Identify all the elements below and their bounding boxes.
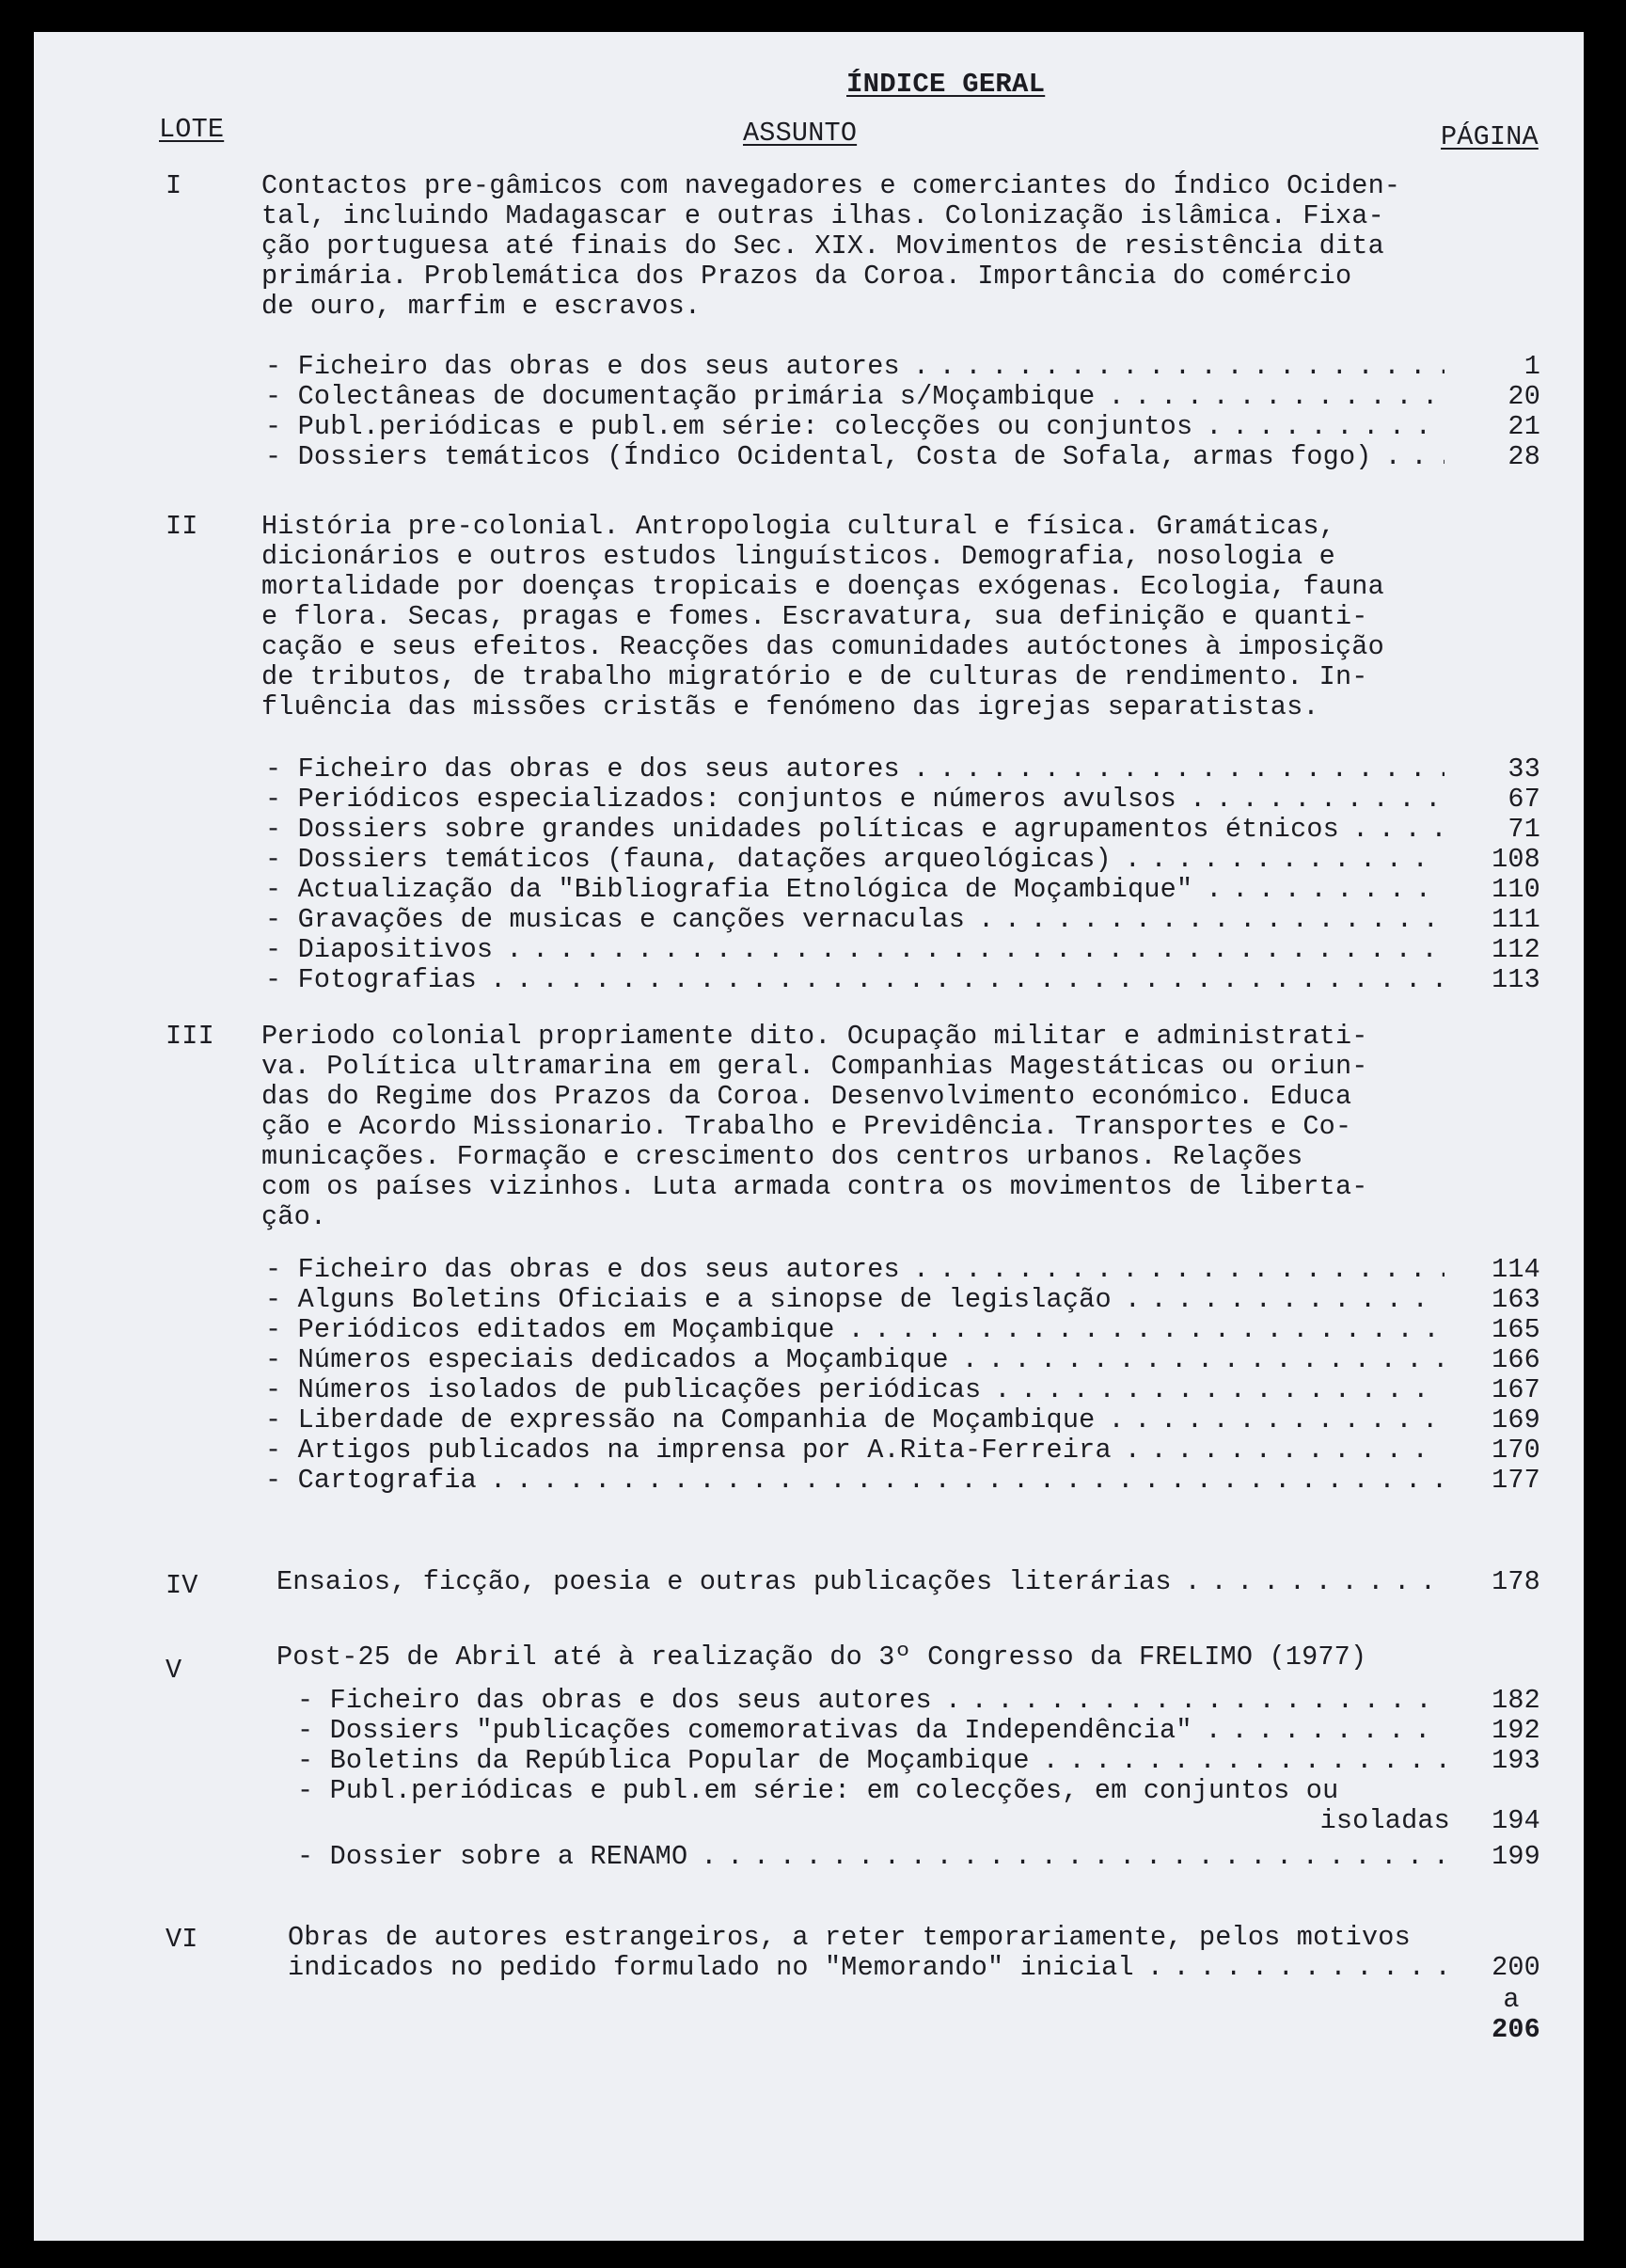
index-entry — [265, 1466, 1540, 1496]
entry-text: isoladas — [1319, 1805, 1450, 1836]
section-description: História pre-colonial. Antropologia cultural e física. Gramáticas, dicionários e outros estudos linguísticos. Demografia, nosologia e mortalidade por doenças tropicais e doenças exógenas. Ecologia, fauna e flora. Secas, pragas e fomes. Escravatura, sua definição e quanti- cação e seus efeitos. Reacções das comunidades autóctones à imposição de tributos, de trabalho migratório e de culturas de rendimento. In- fluência das missões cristãs e fenómeno das igrejas separatistas. — [261, 511, 1384, 722]
entry-text: - Dossiers temáticos (fauna, datações arqueológicas) — [265, 844, 1112, 875]
column-header-pagina: PÁGINA — [1441, 121, 1539, 152]
entry-list — [276, 1567, 1540, 1597]
entry-text: Ensaios, ficção, poesia e outras publicações literárias — [276, 1566, 1172, 1597]
entry-text: - Ficheiro das obras e dos seus autores — [265, 351, 900, 382]
entry-text: - Números isolados de publicações periódicas — [265, 1374, 982, 1405]
section-description: Periodo colonial propriamente dito. Ocupação militar e administrati- va. Política ultramarina em geral. Companhias Magestáticas ou oriun- das do Regime dos Prazos da Coroa. Desenvolvimento económico. Educa ção e Acordo Missionario. Trabalho e Previdência. Transportes e Co- municações. Formação e crescimento dos centros urbanos. Relações com os países vizinhos. Luta armada contra os movimentos de liberta- ção. — [261, 1021, 1368, 1232]
entry-page: 165 — [1492, 1314, 1540, 1345]
index-entry — [265, 382, 1540, 412]
lote-number: III — [166, 1021, 214, 1052]
entry-text: - Fotografias — [265, 964, 477, 995]
entry-text: - Ficheiro das obras e dos seus autores — [265, 1254, 900, 1285]
entry-page: 111 — [1492, 904, 1540, 935]
entry-page: 182 — [1492, 1685, 1540, 1716]
index-entry — [297, 1806, 1540, 1836]
entry-text: - Periódicos editados em Moçambique — [265, 1314, 835, 1345]
entry-page: 67 — [1508, 784, 1540, 815]
index-entry — [265, 1405, 1540, 1435]
entry-text: - Periódicos especializados: conjuntos e números avulsos — [265, 784, 1176, 815]
index-entry — [265, 754, 1540, 785]
entry-page: 21 — [1508, 411, 1540, 442]
entry-text: - Dossiers sobre grandes unidades políticas e agrupamentos étnicos — [265, 814, 1339, 845]
entry-page: 112 — [1492, 934, 1540, 965]
lote-number: VI — [166, 1924, 198, 1955]
entry-text: - Actualização da "Bibliografia Etnológica de Moçambique" — [265, 874, 1193, 905]
index-entry — [288, 1953, 1540, 1983]
index-entry — [297, 1716, 1540, 1746]
entry-list — [297, 1686, 1540, 1872]
entry-text: - Liberdade de expressão na Companhia de Moçambique — [265, 1404, 1096, 1435]
index-entry — [297, 1746, 1540, 1776]
index-entry — [297, 1842, 1540, 1872]
entry-page: 192 — [1492, 1715, 1540, 1746]
entry-page: 177 — [1492, 1465, 1540, 1496]
lote-number: IV — [166, 1570, 198, 1601]
entry-text: - Boletins da República Popular de Moçambique — [297, 1745, 1030, 1776]
entry-list — [265, 352, 1540, 472]
entry-text: - Cartografia — [265, 1465, 477, 1496]
index-entry — [265, 905, 1540, 935]
entry-text: - Números especiais dedicados a Moçambique — [265, 1344, 949, 1375]
entry-page: 199 — [1492, 1841, 1540, 1872]
index-entry — [265, 875, 1540, 905]
page-range-end: 206 — [1492, 2014, 1540, 2045]
index-entry — [265, 442, 1540, 472]
index-entry — [265, 845, 1540, 875]
entry-text: - Publ.periódicas e publ.em série: em colecções, em conjuntos ou — [297, 1775, 1339, 1806]
entry-text: - Ficheiro das obras e dos seus autores — [297, 1685, 932, 1716]
entry-page: 178 — [1492, 1566, 1540, 1597]
entry-list — [265, 1255, 1540, 1496]
entry-text: - Dossiers "publicações comemorativas da Independência" — [297, 1715, 1192, 1746]
entry-text: indicados no pedido formulado no "Memorando" inicial — [288, 1952, 1134, 1983]
entry-page: 193 — [1492, 1745, 1540, 1776]
entry-text: - Diapositivos — [265, 934, 494, 965]
entry-page: 33 — [1508, 753, 1540, 785]
entry-text: - Alguns Boletins Oficiais e a sinopse de legislação — [265, 1284, 1112, 1315]
page-range-joiner: a — [1503, 1984, 1520, 2015]
index-entry — [265, 352, 1540, 382]
column-header-assunto: ASSUNTO — [743, 118, 858, 149]
entry-page: 114 — [1492, 1254, 1540, 1285]
index-entry — [265, 1255, 1540, 1285]
index-entry — [265, 412, 1540, 442]
document-page — [34, 32, 1584, 2241]
entry-page: 108 — [1492, 844, 1540, 875]
entry-page: 170 — [1492, 1435, 1540, 1466]
document-title: ÍNDICE GERAL — [846, 69, 1046, 100]
entry-page: 1 — [1523, 351, 1540, 382]
entry-text: - Ficheiro das obras e dos seus autores — [265, 753, 900, 785]
index-entry — [276, 1567, 1540, 1597]
index-entry — [265, 1285, 1540, 1315]
entry-list — [288, 1953, 1540, 1983]
entry-page: 113 — [1492, 964, 1540, 995]
entry-page: 71 — [1508, 814, 1540, 845]
entry-page: 20 — [1508, 381, 1540, 412]
index-entry — [265, 965, 1540, 995]
entry-text: - Dossier sobre a RENAMO — [297, 1841, 688, 1872]
index-entry — [265, 1375, 1540, 1405]
entry-page: 166 — [1492, 1344, 1540, 1375]
entry-page: 167 — [1492, 1374, 1540, 1405]
entry-page: 169 — [1492, 1404, 1540, 1435]
lote-number: I — [166, 170, 182, 201]
section-heading: Obras de autores estrangeiros, a reter temporariamente, pelos motivos — [288, 1922, 1411, 1953]
section-description: Contactos pre-gâmicos com navegadores e comerciantes do Índico Ociden- tal, incluindo Madagascar e outras ilhas. Colonização islâmica. Fixa- ção portuguesa até finais do Sec. XIX. Movimentos de resistência dita primária. Problemática dos Prazos da Coroa. Importância do comércio de ouro, marfim e escravos. — [261, 170, 1401, 322]
index-entry — [265, 785, 1540, 815]
index-entry — [265, 1435, 1540, 1466]
index-entry — [297, 1686, 1540, 1716]
entry-page: 163 — [1492, 1284, 1540, 1315]
entry-page: 110 — [1492, 874, 1540, 905]
index-entry — [265, 1315, 1540, 1345]
entry-text: - Dossiers temáticos (Índico Ocidental, Costa de Sofala, armas fogo) — [265, 441, 1372, 472]
index-entry — [297, 1776, 1540, 1806]
index-entry — [265, 815, 1540, 845]
entry-text: - Gravações de musicas e canções vernaculas — [265, 904, 966, 935]
index-entry — [265, 1345, 1540, 1375]
entry-list — [265, 754, 1540, 995]
entry-text: - Artigos publicados na imprensa por A.Rita-Ferreira — [265, 1435, 1112, 1466]
entry-text: - Publ.periódicas e publ.em série: colecções ou conjuntos — [265, 411, 1193, 442]
lote-number: V — [166, 1655, 182, 1686]
lote-number: II — [166, 511, 198, 542]
section-heading: Post-25 de Abril até à realização do 3º Congresso da FRELIMO (1977) — [276, 1642, 1367, 1673]
entry-page: 194 — [1492, 1805, 1540, 1836]
entry-text: - Colectâneas de documentação primária s/Moçambique — [265, 381, 1096, 412]
entry-page: 28 — [1508, 441, 1540, 472]
column-header-lote: LOTE — [159, 114, 225, 145]
entry-page: 200 — [1492, 1952, 1540, 1983]
index-entry — [265, 935, 1540, 965]
